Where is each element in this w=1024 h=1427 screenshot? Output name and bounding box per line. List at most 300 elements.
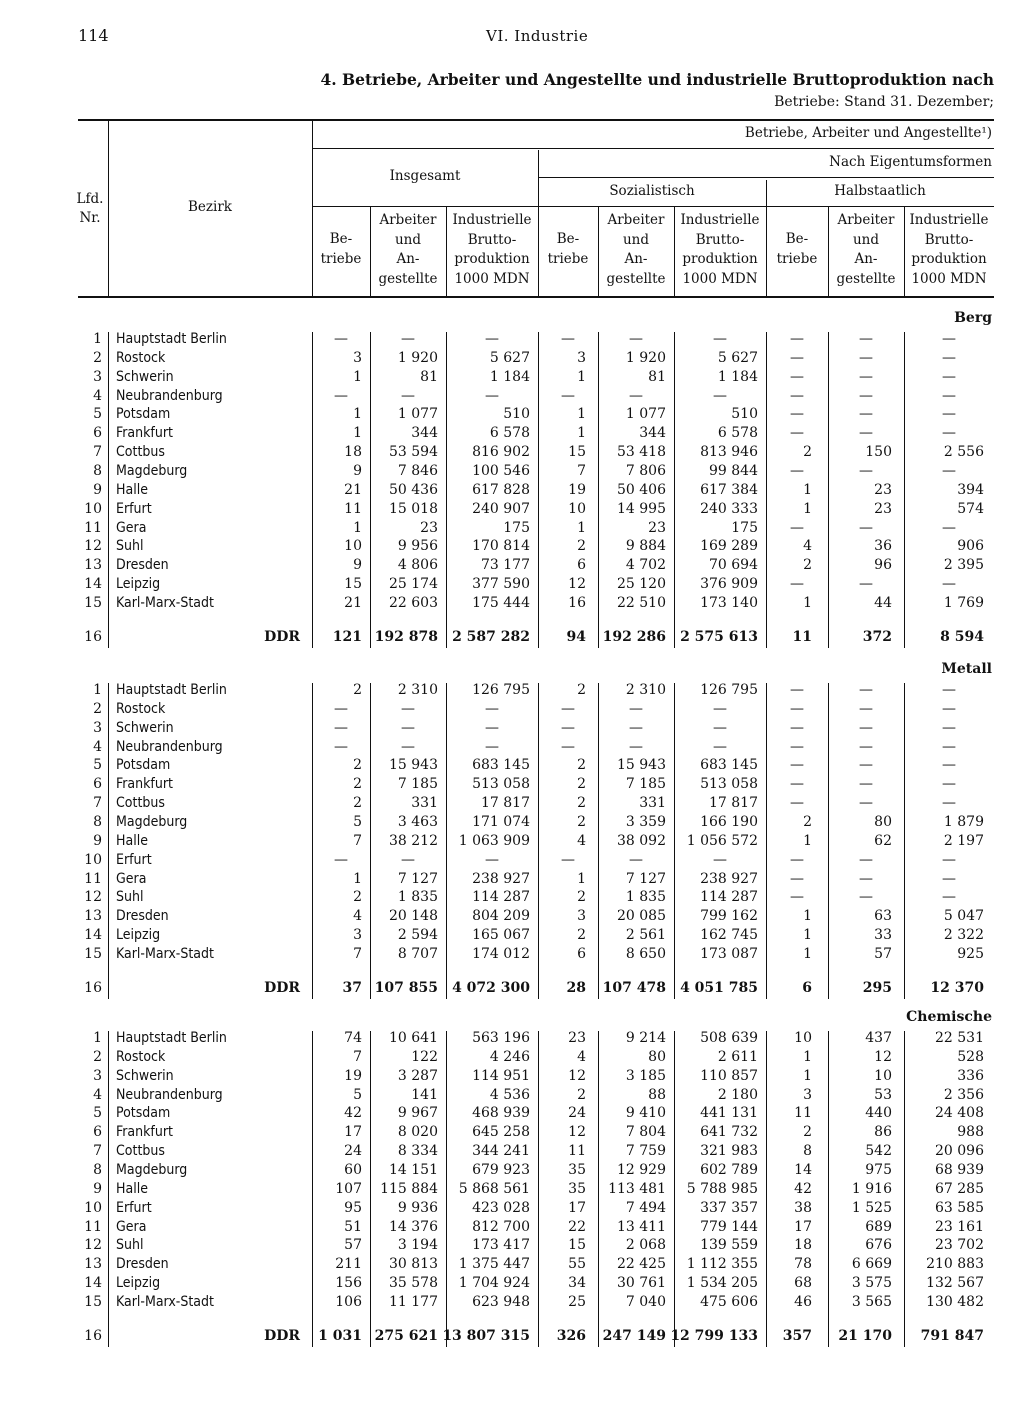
table-cell: 23 (874, 500, 892, 517)
table-cell: 394 (957, 481, 984, 498)
table-cell: 804 209 (472, 908, 530, 925)
table-cell: — (401, 738, 415, 755)
divider (538, 150, 539, 296)
table-cell: — (334, 700, 348, 717)
table-cell: 602 789 (700, 1161, 758, 1178)
bezirk-label: Dresden (116, 908, 169, 925)
subheader-arbeiter-g0: und (394, 231, 422, 248)
chapter-title: VI. Industrie (486, 27, 589, 45)
table-cell: 6 578 (717, 425, 758, 442)
row-number: 13 (84, 557, 102, 574)
subheader-arbeiter-g1: Arbeiter (607, 212, 665, 228)
table-cell: 95 (344, 1199, 362, 1216)
table-cell: 331 (411, 795, 438, 812)
table-cell: 6 (577, 945, 586, 962)
table-cell: 175 (731, 519, 758, 536)
table-cell: 5 047 (943, 908, 984, 925)
total-cell: 107 478 (602, 979, 666, 996)
bezirk-label: Hauptstadt Berlin (116, 1030, 227, 1046)
bezirk-label: Neubrandenburg (116, 738, 223, 755)
table-cell: 17 817 (481, 795, 530, 812)
table-cell: — (790, 576, 804, 593)
table-cell: 1 063 909 (458, 832, 530, 849)
table-cell: 23 (420, 519, 438, 536)
table-cell: — (859, 719, 873, 736)
table-cell: 73 177 (481, 557, 530, 574)
table-cell: 812 700 (472, 1218, 530, 1235)
row-number: 6 (93, 425, 102, 442)
table-cell: 36 (874, 538, 892, 555)
row-number: 2 (93, 700, 102, 717)
table-cell: 4 246 (489, 1048, 530, 1065)
table-cell: 2 (577, 795, 586, 812)
table-cell: 3 (577, 908, 586, 925)
table-cell: — (859, 851, 873, 868)
subheader-arbeiter-g2: An- (854, 251, 878, 267)
table-cell: 21 (344, 594, 362, 611)
header-bottom-rule (78, 296, 994, 298)
table-cell: — (713, 851, 727, 868)
subheader-brutto-g1: Brutto- (695, 231, 745, 248)
row-number: 3 (93, 719, 102, 736)
table-cell: 50 436 (389, 481, 438, 498)
table-cell: — (485, 387, 499, 404)
table-cell: — (485, 738, 499, 755)
bezirk-name (116, 700, 304, 719)
table-cell: 4 (353, 908, 362, 925)
table-cell: 57 (874, 945, 892, 962)
table-cell: 1 (803, 832, 812, 849)
table-cell: 7 846 (397, 462, 438, 479)
total-cell: 6 (802, 979, 812, 996)
table-cell: 2 (353, 776, 362, 793)
table-cell: 2 (577, 682, 586, 698)
bezirk-label: Potsdam (116, 406, 171, 423)
table-cell: 62 (874, 832, 892, 849)
table-cell: 238 927 (472, 870, 530, 887)
bezirk-label: Magdeburg (116, 1161, 188, 1178)
table-cell: — (942, 349, 956, 366)
table-cell: 2 395 (943, 557, 984, 574)
table-cell: — (713, 719, 727, 736)
divider (108, 1031, 109, 1347)
table-cell: 2 (577, 1086, 586, 1103)
row-number: 3 (93, 1067, 102, 1084)
subheader-brutto-g2: 1000 MDN (911, 270, 987, 287)
table-cell: 5 627 (717, 349, 758, 366)
table-cell: — (629, 719, 643, 736)
table-cell: 9 410 (625, 1105, 666, 1122)
subheader-arbeiter-g2: Arbeiter (837, 212, 895, 228)
row-number: 2 (93, 349, 102, 366)
table-cell: 68 939 (935, 1161, 984, 1178)
table-cell: 114 951 (472, 1067, 530, 1084)
table-cell: 5 788 985 (686, 1180, 758, 1197)
bezirk-label: Hauptstadt Berlin (116, 331, 227, 347)
table-cell: 7 804 (625, 1124, 666, 1141)
table-cell: 645 258 (472, 1124, 530, 1141)
table-cell: 74 (344, 1030, 362, 1046)
subheader-brutto-g2: Industrielle (909, 212, 989, 228)
table-cell: 11 (794, 1105, 812, 1122)
table-cell: — (401, 331, 415, 347)
table-cell: 60 (344, 1161, 362, 1178)
table-cell: 24 (344, 1143, 362, 1160)
bezirk-label: Suhl (116, 1237, 144, 1254)
table-cell: 1 056 572 (686, 832, 758, 849)
table-cell: — (790, 700, 804, 717)
table-cell: 510 (503, 406, 530, 423)
table-cell: 5 (353, 813, 362, 830)
total-cell: 372 (862, 628, 892, 645)
table-cell: 4 806 (397, 557, 438, 574)
row-number: 1 (93, 1030, 102, 1046)
total-cell: 4 051 785 (680, 979, 758, 996)
table-cell: 1 375 447 (458, 1256, 530, 1273)
row-number: 5 (93, 406, 102, 423)
table-cell: 10 (794, 1030, 812, 1046)
row-number: 14 (84, 1275, 102, 1292)
table-cell: 17 (794, 1218, 812, 1235)
subheader-brutto-g2: Brutto- (924, 231, 974, 248)
table-cell: 2 (353, 795, 362, 812)
table-cell: 8 650 (625, 945, 666, 962)
bezirk-label: Leipzig (116, 576, 161, 593)
total-cell: 94 (566, 628, 586, 645)
table-cell: 641 732 (700, 1124, 758, 1141)
divider (108, 332, 109, 648)
subheader-arbeiter-g2: gestellte (836, 270, 896, 287)
bezirk-label: Schwerin (116, 368, 174, 385)
table-cell: — (401, 700, 415, 717)
table-cell: — (790, 519, 804, 536)
header-lfd: Lfd. (76, 191, 104, 207)
header-top-group: Betriebe, Arbeiter und Angestellte¹) (744, 125, 992, 141)
bezirk-label: Karl-Marx-Stadt (116, 1293, 214, 1310)
table-cell: 2 (803, 1124, 812, 1141)
table-cell: 1 (803, 594, 812, 611)
table-cell: 17 (344, 1124, 362, 1141)
row-number: 5 (93, 1105, 102, 1122)
table-cell: 2 611 (717, 1048, 758, 1065)
table-cell: 7 (353, 832, 362, 849)
table-cell: 15 018 (389, 500, 438, 517)
table-cell: 376 909 (700, 576, 758, 593)
table-cell: 1 525 (851, 1199, 892, 1216)
table-cell: 9 967 (397, 1105, 438, 1122)
table-cell: — (859, 519, 873, 536)
table-cell: 617 384 (700, 481, 758, 498)
table-cell: 12 (568, 1067, 586, 1084)
table-cell: 122 (411, 1048, 438, 1065)
table-cell: 1 (803, 908, 812, 925)
header-bezirk: Bezirk (188, 199, 232, 215)
table-cell: — (561, 331, 575, 347)
table-cell: — (859, 576, 873, 593)
table-cell: 1 879 (943, 813, 984, 830)
table-cell: 14 376 (389, 1218, 438, 1235)
table-cell: — (942, 851, 956, 868)
table-cell: 4 536 (489, 1086, 530, 1103)
table-cell: 3 (353, 927, 362, 944)
table-cell: — (790, 757, 804, 774)
table-cell: 53 594 (389, 444, 438, 461)
table-cell: 779 144 (700, 1218, 758, 1235)
table-cell: 63 (874, 908, 892, 925)
table-cell: 78 (794, 1256, 812, 1273)
bezirk-label: Cottbus (116, 1143, 165, 1160)
table-cell: — (859, 757, 873, 774)
bezirk-label: Gera (116, 519, 147, 536)
table-cell: 2 068 (625, 1237, 666, 1254)
table-cell: 4 (803, 538, 812, 555)
bezirk-label: Potsdam (116, 1105, 171, 1122)
table-cell: — (942, 776, 956, 793)
table-cell: 8 334 (397, 1143, 438, 1160)
table-cell: 173 417 (472, 1237, 530, 1254)
table-cell: 2 (577, 927, 586, 944)
table-cell: 20 148 (389, 908, 438, 925)
table-cell: 38 (794, 1199, 812, 1216)
table-cell: 23 (874, 481, 892, 498)
table-cell: — (942, 387, 956, 404)
total-cell: 295 (862, 979, 892, 996)
table-cell: 975 (865, 1161, 892, 1178)
table-cell: 11 (344, 500, 362, 517)
table-cell: 5 (353, 1086, 362, 1103)
total-cell: 192 286 (602, 628, 666, 645)
bezirk-name (116, 330, 304, 349)
table-cell: 126 795 (700, 682, 758, 698)
table-cell: — (561, 851, 575, 868)
table-cell: 9 936 (397, 1199, 438, 1216)
bezirk-label: Gera (116, 870, 147, 887)
table-cell: 1 704 924 (458, 1275, 530, 1292)
header-halbstaatlich: Halbstaatlich (834, 183, 926, 199)
table-cell: 816 902 (472, 444, 530, 461)
table-cell: 173 087 (700, 945, 758, 962)
table-cell: 23 (568, 1030, 586, 1046)
row-number: 6 (93, 776, 102, 793)
bezirk-label: Schwerin (116, 1067, 174, 1084)
table-cell: 35 578 (389, 1275, 438, 1292)
table-cell: 80 (874, 813, 892, 830)
bezirk-label: Neubrandenburg (116, 387, 223, 404)
table-cell: — (485, 700, 499, 717)
table-cell: — (713, 700, 727, 717)
table-cell: — (859, 462, 873, 479)
bezirk-label: Rostock (116, 349, 166, 366)
table-cell: 2 310 (397, 682, 438, 698)
table-cell: 336 (957, 1067, 984, 1084)
bezirk-label: Magdeburg (116, 813, 188, 830)
bezirk-label: Frankfurt (116, 425, 173, 442)
table-cell: — (713, 738, 727, 755)
table-cell: 1 077 (625, 406, 666, 423)
section-title: Chemische (906, 1009, 992, 1025)
table-cell: — (790, 368, 804, 385)
table-cell: 80 (648, 1048, 666, 1065)
table-cell: 3 (577, 349, 586, 366)
table-cell: 1 (577, 425, 586, 442)
table-cell: 81 (648, 368, 666, 385)
table-cell: 46 (794, 1293, 812, 1310)
table-cell: 210 883 (926, 1256, 984, 1273)
row-number: 7 (93, 795, 102, 812)
table-cell: — (859, 331, 873, 347)
row-number: 10 (84, 500, 102, 517)
bezirk-label: Erfurt (116, 1199, 152, 1216)
table-cell: 211 (335, 1256, 362, 1273)
table-cell: 2 (353, 757, 362, 774)
subheader-betriebe-g0: Be- (329, 231, 353, 247)
table-cell: 1 (803, 500, 812, 517)
row-number: 4 (93, 387, 102, 404)
subheader-arbeiter-g1: und (622, 231, 650, 248)
table-cell: 2 356 (943, 1086, 984, 1103)
table-cell: 2 (353, 682, 362, 698)
table-cell: 30 813 (389, 1256, 438, 1273)
table-cell: — (561, 387, 575, 404)
table-cell: 34 (568, 1275, 586, 1292)
total-cell: 357 (782, 1327, 812, 1344)
table-cell: 53 418 (617, 444, 666, 461)
table-cell: 126 795 (472, 682, 530, 698)
table-cell: 2 197 (943, 832, 984, 849)
table-cell: 132 567 (926, 1275, 984, 1292)
row-number: 3 (93, 368, 102, 385)
section-title: Metall (941, 661, 992, 677)
subheader-betriebe-g0: triebe (320, 250, 362, 267)
table-cell: 81 (420, 368, 438, 385)
table-cell: 10 (568, 500, 586, 517)
subheader-arbeiter-g0: An- (396, 251, 420, 267)
bezirk-label: Dresden (116, 557, 169, 574)
table-cell: 906 (957, 538, 984, 555)
bezirk-label: Potsdam (116, 757, 171, 774)
table-cell: 1 534 205 (686, 1275, 758, 1292)
bezirk-label: Cottbus (116, 795, 165, 812)
table-cell: 3 (353, 349, 362, 366)
table-cell: 114 287 (472, 889, 530, 906)
table-cell: 171 074 (472, 813, 530, 830)
table-cell: 11 (568, 1143, 586, 1160)
total-label: DDR (264, 628, 300, 645)
table-cell: 55 (568, 1256, 586, 1273)
table-cell: 165 067 (472, 927, 530, 944)
table-cell: 7 127 (625, 870, 666, 887)
table-cell: — (334, 387, 348, 404)
table-cell: 35 (568, 1180, 586, 1197)
table-cell: 683 145 (700, 757, 758, 774)
table-cell: 7 (577, 462, 586, 479)
table-cell: 99 844 (709, 462, 758, 479)
divider (108, 683, 109, 999)
table-cell: 169 289 (700, 538, 758, 555)
page-number: 114 (78, 26, 109, 45)
table-cell: — (561, 738, 575, 755)
row-number: 15 (84, 594, 102, 611)
table-cell: — (790, 331, 804, 347)
table-cell: 321 983 (700, 1143, 758, 1160)
table-cell: — (790, 851, 804, 868)
bezirk-label: Hauptstadt Berlin (116, 682, 227, 698)
row-number: 11 (84, 1218, 102, 1235)
row-number: 11 (84, 870, 102, 887)
table-cell: 344 (639, 425, 666, 442)
divider (312, 148, 994, 149)
row-number: 13 (84, 1256, 102, 1273)
row-number: 4 (93, 738, 102, 755)
row-number: 5 (93, 757, 102, 774)
table-cell: 38 212 (389, 832, 438, 849)
row-number: 11 (84, 519, 102, 536)
table-cell: 107 (335, 1180, 362, 1197)
table-cell: 15 943 (389, 757, 438, 774)
table-cell: 344 (411, 425, 438, 442)
table-cell: 15 (344, 576, 362, 593)
table-cell: 441 131 (700, 1105, 758, 1122)
bezirk-name (116, 719, 304, 738)
table-cell: — (942, 576, 956, 593)
table-cell: 2 (577, 813, 586, 830)
table-cell: 57 (344, 1237, 362, 1254)
row-number: 16 (84, 979, 102, 996)
table-cell: 689 (865, 1218, 892, 1235)
table-cell: — (942, 870, 956, 887)
subheader-betriebe-g1: triebe (547, 250, 589, 267)
table-cell: 22 603 (389, 594, 438, 611)
table-cell: 20 085 (617, 908, 666, 925)
row-number: 1 (93, 331, 102, 347)
table-cell: 53 (874, 1086, 892, 1103)
bezirk-label: Gera (116, 1218, 147, 1235)
table-cell: 14 (794, 1161, 812, 1178)
table-cell: 22 531 (935, 1030, 984, 1046)
table-cell: 1 920 (625, 349, 666, 366)
bezirk-label: Schwerin (116, 719, 174, 736)
table-cell: — (859, 682, 873, 698)
table-cell: 3 359 (625, 813, 666, 830)
table-cell: — (334, 719, 348, 736)
table-cell: 1 835 (625, 889, 666, 906)
row-number: 13 (84, 908, 102, 925)
table-cell: — (485, 719, 499, 736)
table-cell: — (790, 387, 804, 404)
total-cell: 12 370 (930, 979, 984, 996)
table-cell: 5 868 561 (458, 1180, 530, 1197)
row-number: 12 (84, 1237, 102, 1254)
table-cell: 175 (503, 519, 530, 536)
table-cell: 20 096 (935, 1143, 984, 1160)
row-number: 9 (93, 832, 102, 849)
total-cell: 791 847 (920, 1327, 984, 1344)
table-cell: — (942, 719, 956, 736)
table-cell: 35 (568, 1161, 586, 1178)
table-cell: 44 (874, 594, 892, 611)
table-cell: 18 (344, 444, 362, 461)
divider (312, 206, 994, 207)
table-cell: — (859, 889, 873, 906)
table-cell: 25 120 (617, 576, 666, 593)
table-cell: 4 (577, 832, 586, 849)
total-cell: 275 621 (374, 1327, 438, 1344)
table-cell: 10 641 (389, 1030, 438, 1046)
table-cell: 11 177 (389, 1293, 438, 1310)
table-cell: 468 939 (472, 1105, 530, 1122)
total-cell: 247 149 (602, 1327, 666, 1344)
table-cell: 115 884 (380, 1180, 438, 1197)
